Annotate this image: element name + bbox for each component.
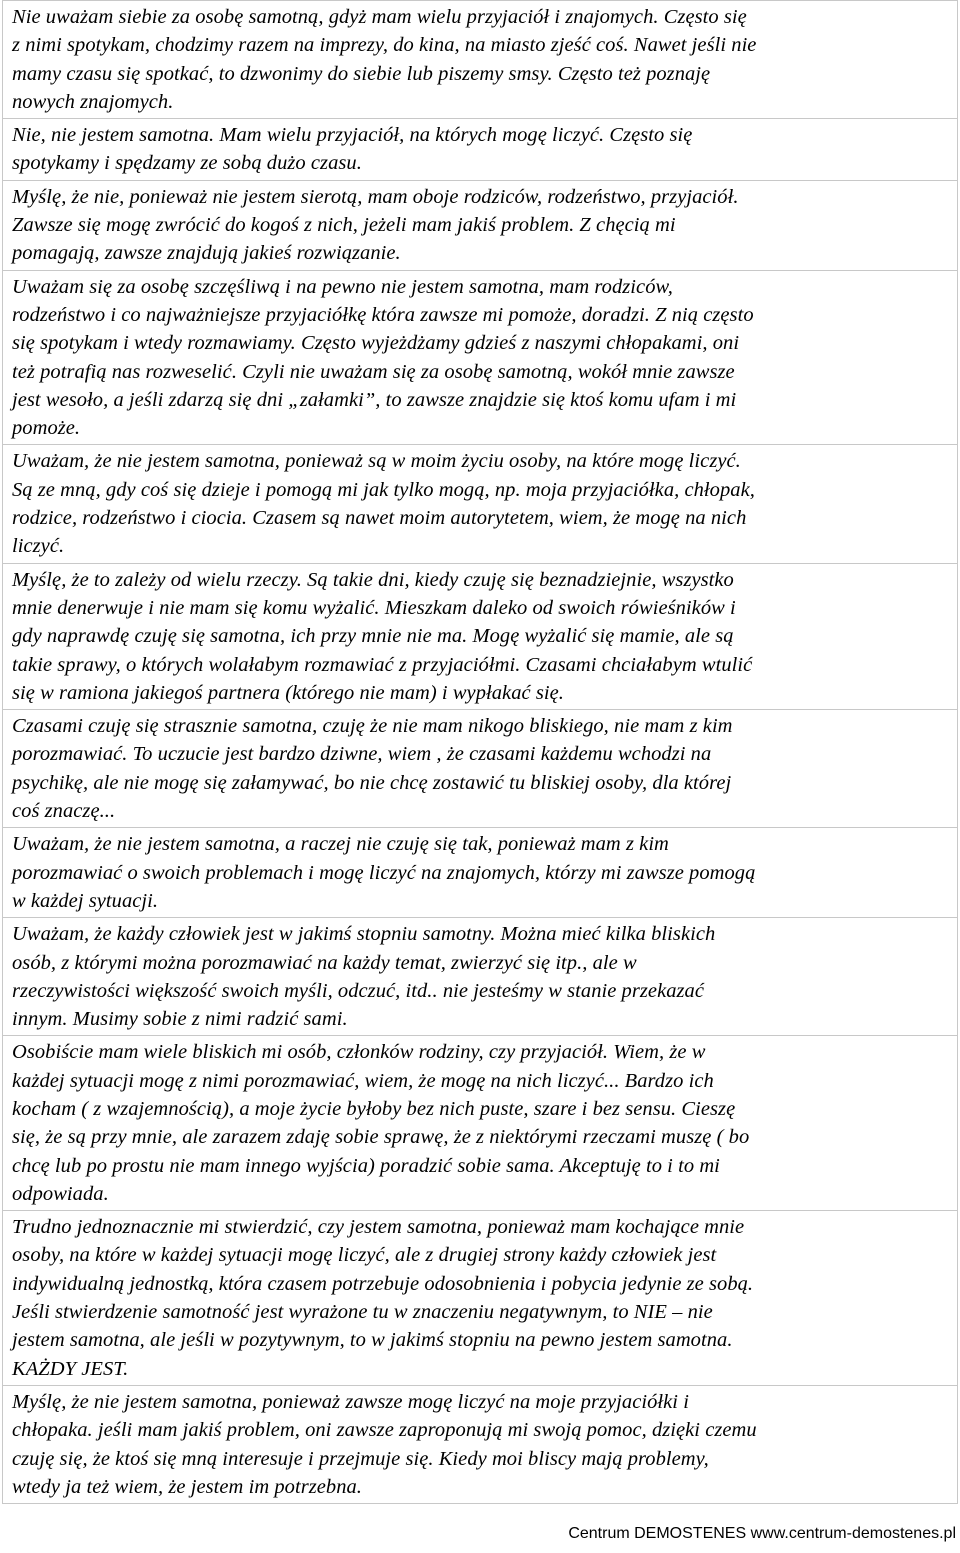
response-line: rzeczywistości większość swoich myśli, odczuć, itd.. nie jesteśmy w stanie przekazać: [12, 979, 704, 1002]
response-line: chłopaka. jeśli mam jakiś problem, oni zawsze zaproponują mi swoją pomoc, dzięki czemu: [12, 1419, 757, 1442]
response-line: Osobiście mam wiele bliskich mi osób, członków rodziny, czy przyjaciół. Wiem, że w: [12, 1041, 706, 1064]
response-line: indywidualną jednostką, która czasem potrzebuje odosobnienia i pobycia jedynie ze sobą.: [12, 1272, 754, 1295]
response-line: Zawsze się mogę zwrócić do kogoś z nich, jeżeli mam jakiś problem. Z chęcią mi: [12, 214, 676, 237]
response-line: innym. Musimy sobie z nimi radzić sami.: [12, 1008, 348, 1031]
response-line: każdej sytuacji mogę z nimi porozmawiać, wiem, że mogę na nich liczyć... Bardzo ich: [12, 1069, 714, 1092]
responses-table: [2, 0, 958, 1504]
response-row: [3, 271, 957, 446]
response-row: [3, 445, 957, 563]
response-line: Myślę, że nie, ponieważ nie jestem sierotą, mam oboje rodziców, rodzeństwo, przyjaciół.: [12, 185, 739, 208]
response-line: się spotykam i wtedy rozmawiamy. Często wyjeżdżamy gdzieś z naszymi chłopakami, oni: [12, 332, 740, 355]
response-line: mnie denerwuje i nie mam się komu wyżalić. Mieszkam daleko od swoich rówieśników i: [12, 596, 736, 619]
response-line: z nimi spotykam, chodzimy razem na imprezy, do kina, na miasto zjeść coś. Nawet jeśli nie: [12, 34, 757, 57]
response-line: kocham ( z wzajemnością), a moje życie byłoby bez nich puste, szare i bez sensu. Cieszę: [12, 1097, 736, 1120]
response-line: się, że są przy mnie, ale zarazem zdaję sobie sprawę, że z niektórymi rzeczami muszę ( bo: [12, 1126, 750, 1149]
response-line: rodzeństwo i co najważniejsze przyjaciółkę która zawsze mi pomoże, doradzi. Z nią często: [12, 303, 754, 326]
response-row: [3, 0, 957, 119]
response-line: Czasami czuję się strasznie samotna, czuję że nie mam nikogo bliskiego, nie mam z kim: [12, 715, 733, 738]
response-row: [3, 119, 957, 181]
response-line: porozmawiać o swoich problemach i mogę liczyć na znajomych, którzy mi zawsze pomogą: [12, 861, 756, 884]
response-line: osób, z którymi można porozmawiać na każdy temat, zwierzyć się itp., ale w: [12, 951, 637, 974]
response-line: chcę lub po prostu nie mam innego wyjścia) poradzić sobie sama. Akceptuję to i to mi: [12, 1154, 720, 1177]
response-row: [3, 1211, 957, 1386]
response-row: [3, 181, 957, 271]
response-line: osoby, na które w każdej sytuacji mogę liczyć, ale z drugiej strony każdy człowiek jest: [12, 1244, 717, 1267]
response-line: w każdej sytuacji.: [12, 889, 159, 912]
response-line: odpowiada.: [12, 1182, 109, 1205]
response-line: Nie uważam siebie za osobę samotną, gdyż mam wielu przyjaciół i znajomych. Często się: [12, 6, 747, 28]
response-line: Uważam, że każdy człowiek jest w jakimś stopniu samotny. Można mieć kilka bliskich: [12, 923, 716, 946]
response-line: mamy czasu się spotkać, to dzwonimy do siebie lub piszemy smsy. Często też poznaję: [12, 62, 711, 85]
response-line: jestem samotna, ale jeśli w pozytywnym, to w jakimś stopniu na pewno jestem samotna.: [12, 1329, 733, 1352]
response-line: Jeśli stwierdzenie samotność jest wyrażone tu w znaczeniu negatywnym, to NIE – nie: [12, 1301, 713, 1324]
response-line: Nie, nie jestem samotna. Mam wielu przyjaciół, na których mogę liczyć. Często się: [12, 124, 693, 147]
response-line: coś znaczę...: [12, 800, 116, 823]
response-line: Uważam, że nie jestem samotna, a raczej nie czuję się tak, ponieważ mam z kim: [12, 833, 669, 856]
response-line: pomoże.: [12, 417, 81, 440]
response-line: pomagają, zawsze znajdują jakieś rozwiązanie.: [12, 242, 401, 265]
footer-credit: Centrum DEMOSTENES www.centrum-demostenes.pl: [568, 1525, 956, 1542]
response-line: porozmawiać. To uczucie jest bardzo dziwne, wiem , że czasami każdemu wchodzi na: [12, 743, 712, 766]
response-line: spotykamy i spędzamy ze sobą dużo czasu.: [12, 152, 362, 175]
response-line: też potrafią nas rozweselić. Czyli nie uważam się za osobę samotną, wokół mnie zawsze: [12, 360, 735, 383]
response-row: [3, 1386, 957, 1504]
response-line: Są ze mną, gdy coś się dzieje i pomogą mi jak tylko mogą, np. moja przyjaciółka, chłopak,: [12, 478, 755, 501]
response-line: jest wesoło, a jeśli zdarzą się dni „załamki”, to zawsze znajdzie się ktoś komu ufam i mi: [12, 388, 737, 411]
response-line: się w ramiona jakiegoś partnera (którego nie mam) i wypłakać się.: [12, 681, 564, 704]
response-line: Trudno jednoznacznie mi stwierdzić, czy jestem samotna, ponieważ mam kochające mnie: [12, 1216, 745, 1239]
response-line: Uważam, że nie jestem samotna, ponieważ są w moim życiu osoby, na które mogę liczyć.: [12, 450, 741, 473]
response-row: [3, 828, 957, 918]
response-line: czuję się, że ktoś się mną interesuje i przejmuje się. Kiedy moi bliscy mają problemy,: [12, 1447, 709, 1470]
response-line: liczyć.: [12, 535, 65, 558]
response-row: [3, 918, 957, 1036]
response-line: takie sprawy, o których wolałabym rozmawiać z przyjaciółmi. Czasami chciałabym wtulić: [12, 653, 753, 676]
response-line: Uważam się za osobę szczęśliwą i na pewno nie jestem samotna, mam rodziców,: [12, 275, 673, 298]
response-line: psychikę, ale nie mogę się załamywać, bo nie chcę zostawić tu bliskiej osoby, dla której: [12, 771, 732, 794]
response-row: [3, 1036, 957, 1211]
response-line: rodzice, rodzeństwo i ciocia. Czasem są nawet moim autorytetem, wiem, że mogę na nich: [12, 507, 747, 530]
response-line: gdy naprawdę czuję się samotna, ich przy mnie nie ma. Mogę wyżalić się mamie, ale są: [12, 625, 734, 648]
response-line: nowych znajomych.: [12, 90, 174, 113]
response-line: Myślę, że nie jestem samotna, ponieważ zawsze mogę liczyć na moje przyjaciółki i: [12, 1390, 689, 1413]
response-line: Myślę, że to zależy od wielu rzeczy. Są takie dni, kiedy czuję się beznadziejnie, wszystko: [12, 568, 734, 591]
response-row: [3, 564, 957, 710]
response-row: [3, 710, 957, 828]
response-line: KAŻDY JEST.: [12, 1357, 129, 1380]
response-line: wtedy ja też wiem, że jestem im potrzebna.: [12, 1475, 362, 1498]
